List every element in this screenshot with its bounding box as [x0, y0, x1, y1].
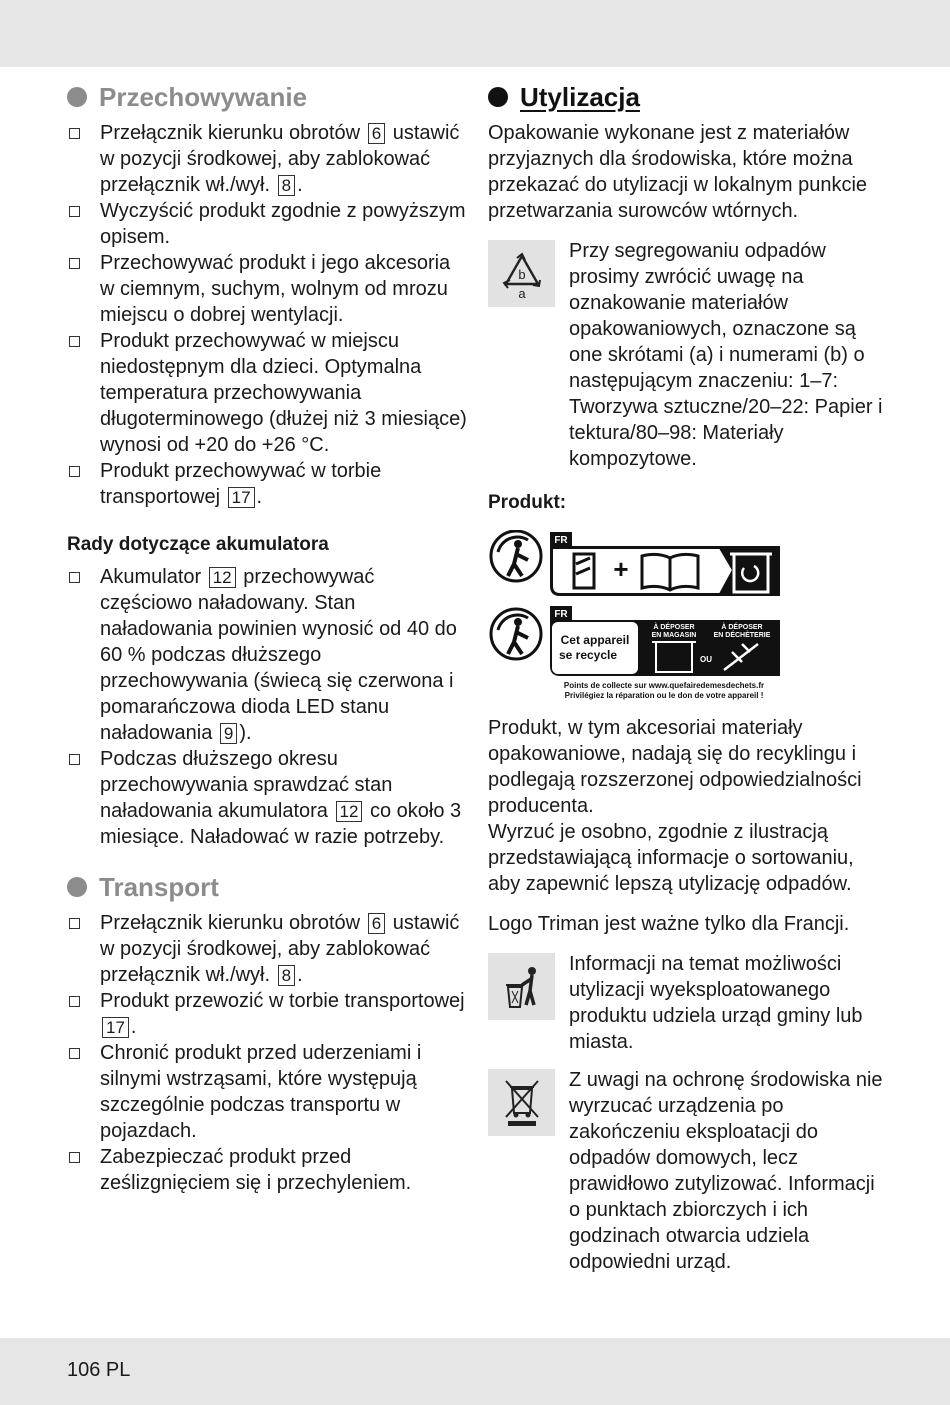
battery-list: [67, 564, 467, 850]
ref-number: 17: [102, 1017, 129, 1038]
ref-number: 9: [220, 723, 237, 744]
list-item: Produkt przechowywać w torbie transportowej 17 .: [67, 458, 467, 510]
checkbox-square-icon: [69, 572, 80, 583]
ref-number: 8: [278, 175, 295, 196]
ref-number: 6: [368, 123, 385, 144]
list-item: Przełącznik kierunku obrotów 6 ustawić w pozycji środkowej, aby zablokować przełącznik wł./wył. 8 .: [67, 120, 467, 198]
triman-note: Logo Triman jest ważne tylko dla Francji.: [488, 913, 850, 935]
list-item: Przełącznik kierunku obrotów 6 ustawić w pozycji środkowej, aby zablokować przełącznik wł./wył. 8 .: [67, 910, 467, 988]
ref-number: 8: [278, 965, 295, 986]
svg-text:+: +: [613, 554, 629, 584]
checkbox-square-icon: [69, 258, 80, 269]
checkbox-square-icon: [69, 336, 80, 347]
svg-text:À DÉPOSER: À DÉPOSER: [721, 624, 763, 631]
checkbox-square-icon: [69, 996, 80, 1007]
list-item: Wyczyścić produkt zgodnie z powyższym opisem.: [67, 198, 467, 250]
crossed-bin-icon: [488, 1069, 555, 1136]
svg-text:Cet appareil: Cet appareil: [560, 633, 630, 647]
bin-info: Informacji na temat możliwości utylizacji wyeksploatowanego produktu udziela urząd gminy lub miasta.: [488, 951, 888, 1055]
right-column: [488, 80, 888, 1275]
triman-icon: [491, 531, 541, 581]
list-item: Zabezpieczać produkt przed ześlizgnięciem się i przechyleniem.: [67, 1144, 467, 1196]
checkbox-square-icon: [69, 466, 80, 477]
trash-bin-person-icon: [488, 953, 555, 1020]
list-item: Chronić produkt przed uderzeniami i silnymi wstrząsami, które występują szczególnie podczas transportu w pojazdach.: [67, 1040, 467, 1144]
checkbox-square-icon: [69, 918, 80, 929]
svg-text:se recycle: se recycle: [558, 648, 618, 662]
svg-text:À DÉPOSER: À DÉPOSER: [653, 624, 695, 631]
ref-number: 17: [228, 487, 255, 508]
svg-text:FR: FR: [554, 609, 568, 620]
svg-text:OU: OU: [700, 655, 712, 664]
list-item: Przechowywać produkt i jego akcesoria w ciemnym, suchym, wolnym od mrozu miejscu o dobrej wentylacji.: [67, 250, 467, 328]
svg-text:EN MAGASIN: EN MAGASIN: [651, 632, 697, 639]
list-item: Akumulator 12 przechowywać częściowo naładowany. Stan naładowania powinien wynosić od 40 do 60 % podczas dłuższego przechowywania (świecą się czerwona i pomarańczowa dioda LED stanu naładowania 9 ).: [67, 564, 467, 746]
header-band: [0, 0, 950, 67]
checkbox-square-icon: [69, 206, 80, 217]
ref-number: 6: [368, 913, 385, 934]
page-number: 106 PL: [67, 1359, 131, 1381]
product-label: Produkt:: [488, 492, 567, 513]
recycle-code-b: b: [517, 266, 526, 282]
left-column: [67, 80, 467, 1196]
list-item: Produkt przechowywać w miejscu niedostępnym dla dzieci. Optymalna temperatura przechowywania długoterminowego (dłużej niż 3 miesiące) wynosi od +20 do +26 °C.: [67, 328, 467, 458]
recycle-icon: [488, 240, 555, 307]
triman-icon: [491, 609, 541, 659]
ref-number: 12: [209, 567, 236, 588]
svg-text:EN DÉCHÈTERIE: EN DÉCHÈTERIE: [713, 632, 771, 639]
bullet-dot-icon: [67, 877, 87, 897]
transport-list: [67, 910, 467, 1196]
recycle-code-a: a: [517, 285, 526, 300]
product-text-1: Produkt, w tym akcesoriai materiały opakowaniowe, nadają się do recyklingu i podlegają rozszerzonej odpowiedzialności producenta.: [488, 717, 862, 817]
storage-list: [67, 120, 467, 510]
svg-text:FR: FR: [554, 535, 568, 546]
storage-heading: Przechowywanie: [67, 80, 467, 114]
checkbox-square-icon: [69, 128, 80, 139]
transport-heading: Transport: [67, 870, 467, 904]
checkbox-square-icon: [69, 1048, 80, 1059]
product-text-2: Wyrzuć je osobno, zgodnie z ilustracją przedstawiającą informacje o sortowaniu, aby zapewnić lepszą utylizację odpadów.: [488, 821, 854, 895]
footer-band: [0, 1338, 950, 1405]
ref-number: 12: [336, 801, 363, 822]
triman-logo: [488, 530, 888, 707]
checkbox-square-icon: [69, 1152, 80, 1163]
disposal-heading: Utylizacja: [488, 80, 888, 114]
list-item: Produkt przewozić w torbie transportowej 17 .: [67, 988, 467, 1040]
recycle-info: b a Przy segregowaniu odpadów prosimy zwrócić uwagę na oznakowanie materiałów opakowaniowych, oznaczone są one skrótami (a) i numerami (b) o następującym znaczeniu: 1–7: Tworzywa sztuczne/20–22: Papier i tektura/80–98: Materiały kompozytowe.: [488, 238, 888, 472]
svg-text:Points de collecte sur www.que: Points de collecte sur www.quefairedemesdechets.fr: [563, 681, 765, 690]
bullet-dot-icon: [488, 87, 508, 107]
list-item: Podczas dłuższego okresu przechowywania sprawdzać stan naładowania akumulatora 12 co około 3 miesiące. Naładować w razie potrzeby.: [67, 746, 467, 850]
battery-heading: Rady dotyczące akumulatora: [67, 534, 329, 555]
svg-text:Privilégiez la réparation ou l: Privilégiez la réparation ou le don de votre appareil !: [564, 691, 764, 700]
disposal-intro: Opakowanie wykonane jest z materiałów przyjaznych dla środowiska, które można przekazać do utylizacji w lokalnym punkcie przetwarzania surowców wtórnych.: [488, 122, 868, 222]
checkbox-square-icon: [69, 754, 80, 765]
bullet-dot-icon: [67, 87, 87, 107]
weee-info: Z uwagi na ochronę środowiska nie wyrzucać urządzenia po zakończeniu eksploatacji do odpadów domowych, lecz prawidłowo zutylizować. Informacji o punktach zbiorczych i ich godzinach otwarcia udziela odpowiedni urząd.: [488, 1067, 888, 1275]
